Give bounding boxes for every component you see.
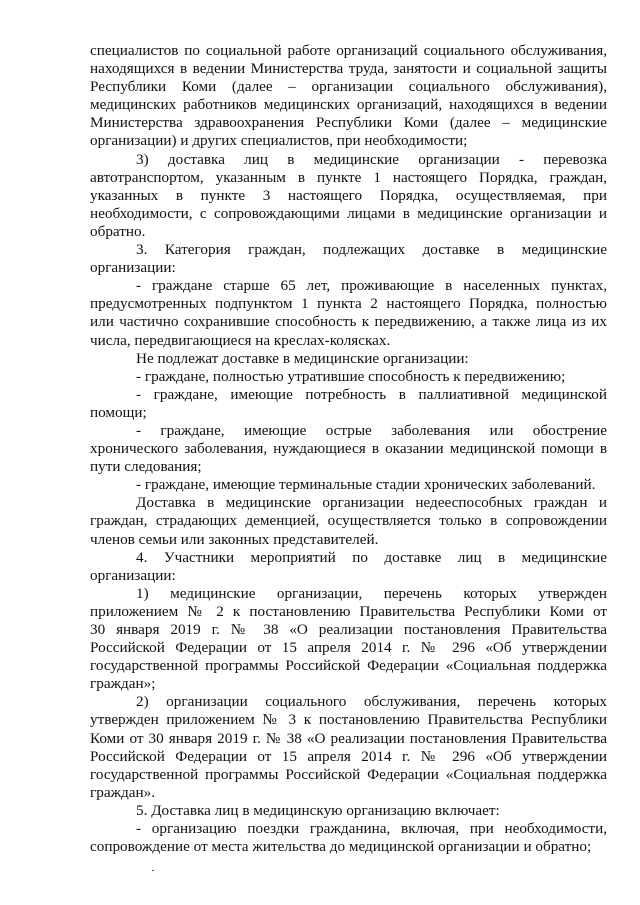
- paragraph-not-delivered: [90, 350, 607, 368]
- text-line: 3) доставка лиц в медицинские организации - перевозка: [136, 150, 607, 168]
- text-line: граждан».: [90, 783, 156, 801]
- document-body: [90, 42, 607, 856]
- text-line: 5. Доставка лиц в медицинскую организацию включает:: [136, 801, 500, 819]
- text-line: организации:: [90, 259, 176, 277]
- text-line: - организацию поездки гражданина, включая, при необходимости,: [136, 820, 607, 838]
- text-line: государственной программы Российской Федерации «Социальная поддержка: [90, 765, 607, 783]
- text-line: приложением № 2 к постановлению Правительства Республики Коми от: [90, 602, 607, 620]
- paragraph-item-3: [90, 151, 607, 241]
- paragraph-section-4: [90, 549, 607, 585]
- paragraph-section-3: [90, 241, 607, 277]
- text-line: Российской Федерации от 15 апреля 2014 г. № 296 «Об утверждении: [90, 639, 607, 657]
- text-line: предусмотренных подпунктом 1 пункта 2 настоящего Порядка, полностью: [90, 295, 607, 313]
- text-line: - граждане, имеющие потребность в паллиативной медицинской: [136, 385, 607, 403]
- paragraph-intro-continuation: [90, 42, 607, 151]
- text-line: - граждане, полностью утратившие способность к передвижению;: [136, 367, 566, 385]
- text-line: хронического заболевания, нуждающиеся в оказании медицинской помощи в: [90, 440, 607, 458]
- text-line: Коми от 30 января 2019 г. № 38 «О реализации постановления Правительства: [90, 729, 607, 747]
- text-line: находящихся в ведении Министерства труда, занятости и социальной защиты: [90, 60, 607, 78]
- text-line: помощи;: [90, 403, 147, 421]
- text-line: сопровождение от места жительства до медицинской организации и обратно;: [90, 838, 592, 856]
- paragraph-trip-organization: [90, 820, 607, 856]
- text-line: указанных в пункте 3 настоящего Порядка, осуществляемая, при: [90, 186, 607, 204]
- text-line: 2) организации социального обслуживания, перечень которых: [136, 693, 607, 711]
- text-line: 4. Участники мероприятий по доставке лиц в медицинские: [136, 548, 607, 566]
- text-line: обратно.: [90, 222, 146, 240]
- text-line: членов семьи или законных представителей.: [90, 530, 379, 548]
- paragraph-participants-2: [90, 693, 607, 802]
- text-line: специалистов по социальной работе организаций социального обслуживания,: [90, 42, 607, 59]
- text-line: медицинских работников медицинских организаций, находящихся в ведении: [90, 96, 607, 114]
- text-line: - граждане, имеющие острые заболевания или обострение: [136, 421, 607, 439]
- paragraph-participants-1: [90, 585, 607, 694]
- text-line: - граждане старше 65 лет, проживающие в населенных пунктах,: [136, 277, 607, 295]
- text-line: Республики Коми (далее – организации социального обслуживания),: [90, 78, 607, 96]
- text-line: Не подлежат доставке в медицинские организации:: [136, 349, 469, 367]
- text-line: государственной программы Российской Федерации «Социальная поддержка: [90, 657, 607, 675]
- paragraph-section-5: [90, 802, 607, 820]
- text-line: организации) и других специалистов, при необходимости;: [90, 132, 468, 150]
- text-line: граждан, страдающих деменцией, осуществляется только в сопровождении: [90, 512, 607, 530]
- text-line: автотранспортом, указанным в пункте 1 настоящего Порядка, граждан,: [90, 168, 607, 186]
- paragraph-terminal: [90, 476, 607, 494]
- text-line: - граждане, имеющие терминальные стадии хронических заболеваний.: [136, 476, 596, 494]
- text-line: 3. Категория граждан, подлежащих доставке в медицинские: [136, 241, 607, 259]
- paragraph-palliative: [90, 386, 607, 422]
- paragraph-dementia: [90, 494, 607, 548]
- text-line: Министерства здравоохранения Республики Коми (далее – медицинские: [90, 114, 607, 132]
- text-line: утвержден приложением № 3 к постановлению Правительства Республики: [90, 711, 607, 729]
- text-line: организации:: [90, 566, 176, 584]
- text-line: Российской Федерации от 15 апреля 2014 г. № 296 «Об утверждении: [90, 747, 607, 765]
- text-line: необходимости, с сопровождающими лицами в медицинские организации и: [90, 204, 607, 222]
- text-line: Доставка в медицинские организации недееспособных граждан и: [136, 494, 607, 512]
- text-line: граждан»;: [90, 675, 156, 693]
- paragraph-acute: [90, 422, 607, 476]
- paragraph-citizens-over-65: [90, 277, 607, 349]
- paragraph-lost-mobility: [90, 368, 607, 386]
- text-line: числа, передвигающиеся на креслах-колясках.: [90, 331, 391, 349]
- text-line: пути следования;: [90, 458, 202, 476]
- text-line: 1) медицинские организации, перечень которых утвержден: [136, 584, 607, 602]
- text-line: 30 января 2019 г. № 38 «О реализации постановления Правительства: [90, 621, 607, 638]
- text-line: или частично сохранившие способность к передвижению, а также лица из их: [90, 313, 607, 331]
- scan-dot-mark: [152, 870, 154, 871]
